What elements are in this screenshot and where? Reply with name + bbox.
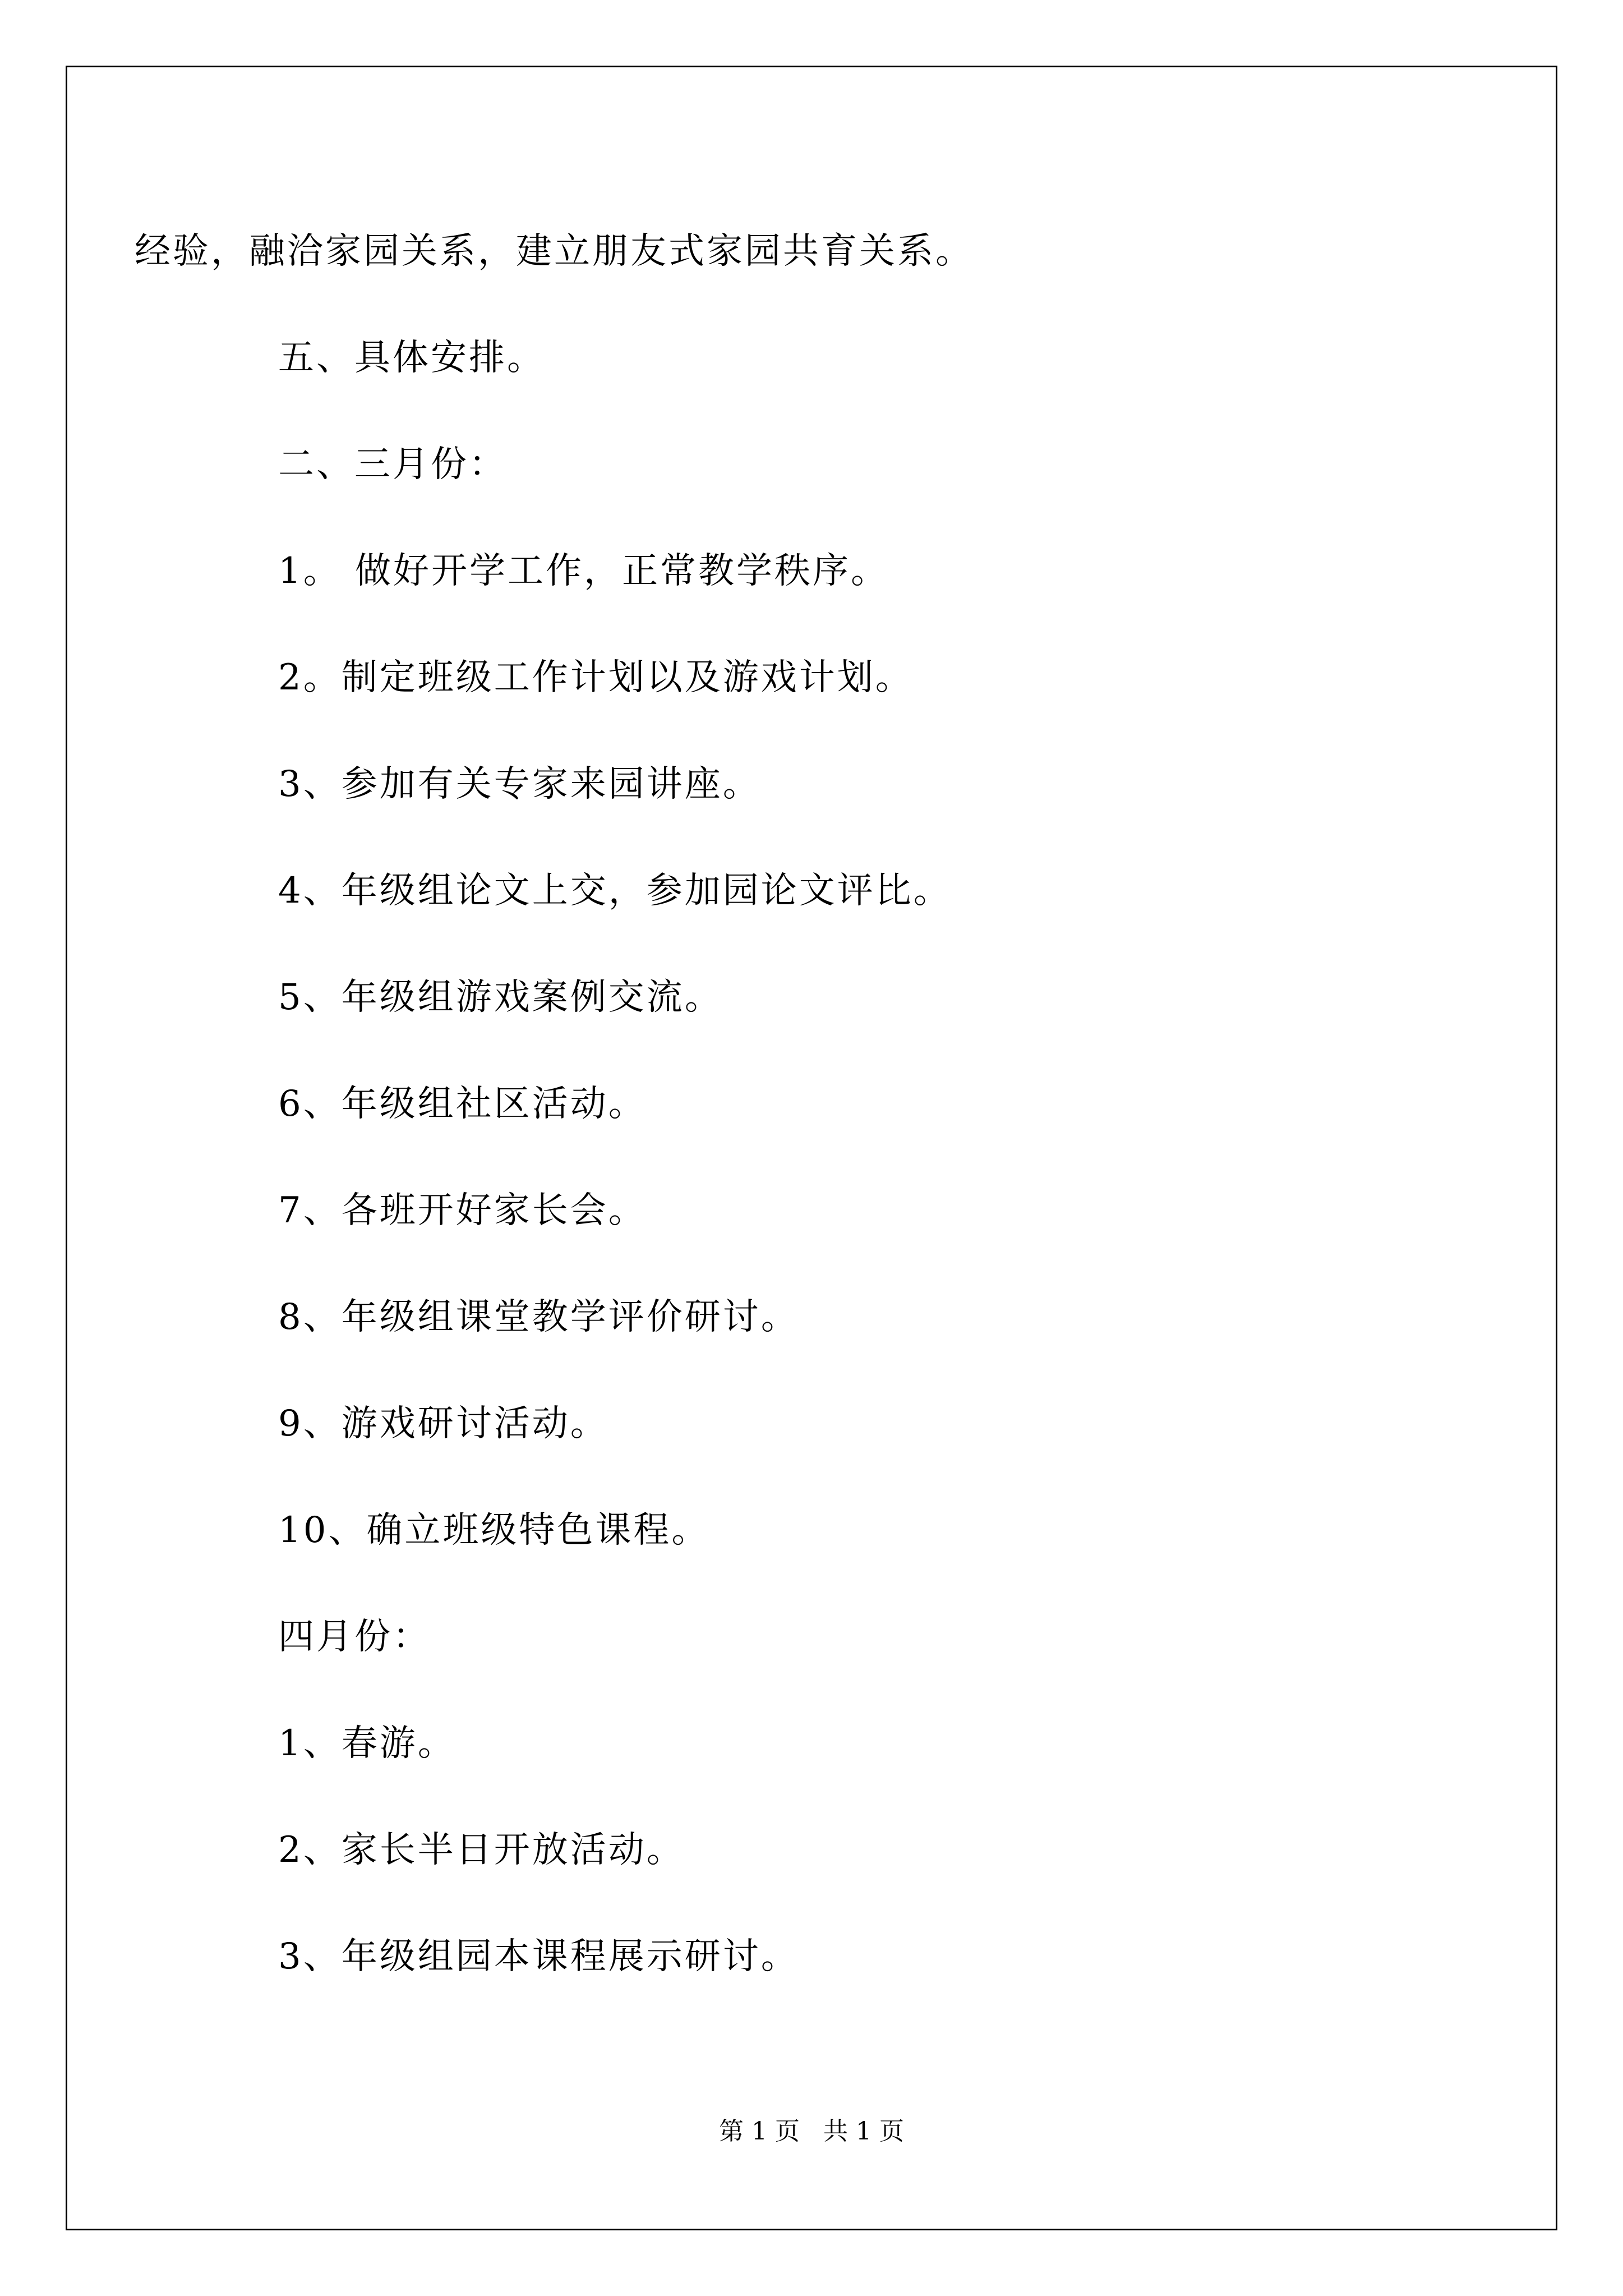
page-border xyxy=(66,66,1557,2230)
list-item: 7、各班开好家长会。 xyxy=(278,1190,647,1231)
list-item: 1。 做好开学工作，正常教学秩序。 xyxy=(278,550,889,592)
list-item: 6、年级组社区活动。 xyxy=(278,1083,647,1125)
page-footer: 第 1 页 共 1 页 xyxy=(719,2117,904,2146)
list-item: 2、家长半日开放活动。 xyxy=(278,1829,685,1871)
list-item: 4、年级组论文上交，参加园论文评比。 xyxy=(278,870,952,912)
list-item: 2。制定班级工作计划以及游戏计划。 xyxy=(278,657,914,698)
month-heading: 二、三月份： xyxy=(278,444,507,485)
paragraph-continuation: 经验，融洽家园关系，建立朋友式家园共育关系。 xyxy=(135,231,974,272)
list-item: 9、游戏研讨活动。 xyxy=(278,1403,608,1444)
month-heading: 四月份： xyxy=(278,1616,431,1658)
list-item: 1、春游。 xyxy=(278,1723,456,1764)
list-item: 10、确立班级特色课程。 xyxy=(278,1510,710,1551)
list-item: 3、参加有关专家来园讲座。 xyxy=(278,763,761,805)
list-item: 3、年级组园本课程展示研讨。 xyxy=(278,1936,799,1977)
list-item: 8、年级组课堂教学评价研讨。 xyxy=(278,1296,799,1338)
section-heading: 五、具体安排。 xyxy=(278,337,545,379)
list-item: 5、年级组游戏案例交流。 xyxy=(278,977,723,1018)
